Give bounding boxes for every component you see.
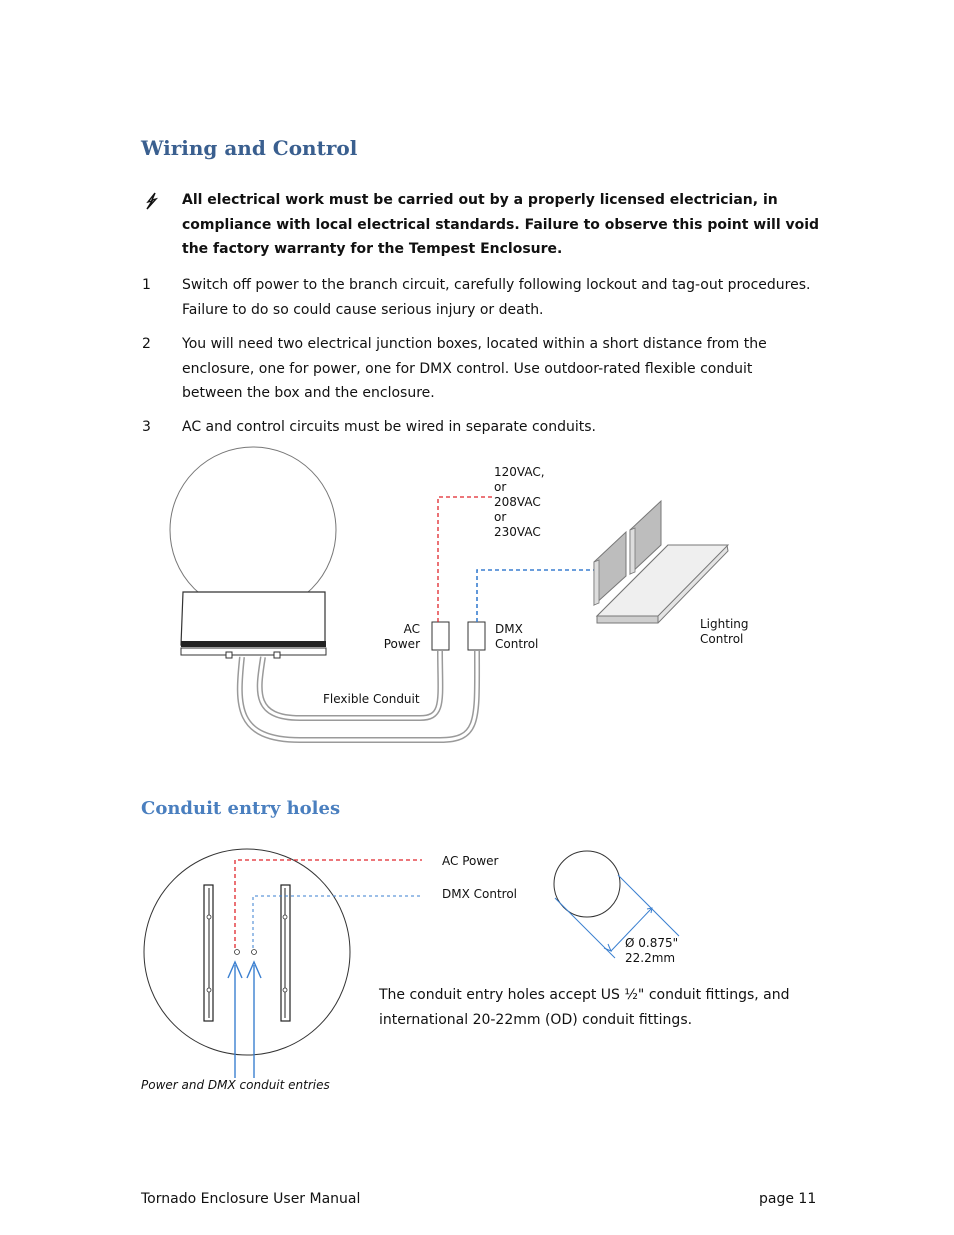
- dmx-label-line: Control: [495, 637, 539, 651]
- voltage-line: 230VAC: [494, 525, 541, 539]
- page-number: page 11: [759, 1191, 817, 1207]
- diagram-caption: Power and DMX conduit entries: [141, 1078, 330, 1092]
- dmx-label-line: DMX: [495, 622, 523, 636]
- section-title: Conduit entry holes: [141, 798, 341, 819]
- dmx-control-label: [495, 622, 538, 652]
- warning-text: All electrical work must be carried out by a properly licensed electrician, in compliance with local electrical standards. Failure to observe this point will void the factory warranty for the Tempest Enclosure.: [182, 192, 820, 257]
- voltage-label: [494, 465, 545, 540]
- step-number: 1: [142, 277, 151, 293]
- diameter-label: [625, 936, 678, 966]
- ac-label-line: AC: [403, 622, 420, 636]
- voltage-line: 120VAC,: [494, 465, 545, 479]
- voltage-line: 208VAC: [494, 495, 541, 509]
- ac-power-label: AC Power: [442, 854, 499, 868]
- ac-power-label: [380, 622, 420, 652]
- footer-title: Tornado Enclosure User Manual: [141, 1191, 361, 1207]
- diameter-mm: 22.2mm: [625, 951, 676, 965]
- dmx-control-label: DMX Control: [442, 887, 518, 901]
- lighting-control-label: [700, 617, 749, 647]
- conduit-note: The conduit entry holes accept US ½" conduit fittings, and international 20-22mm (OD) conduit fittings.: [379, 987, 790, 1028]
- page-title: Wiring and Control: [141, 136, 358, 160]
- voltage-line: or: [494, 510, 507, 524]
- flexible-conduit-label: Flexible Conduit: [323, 692, 420, 706]
- step-text: AC and control circuits must be wired in separate conduits.: [182, 419, 596, 435]
- lighting-label-line: Lighting: [700, 617, 749, 631]
- diameter-inches: Ø 0.875": [625, 936, 679, 950]
- ac-label-line: Power: [383, 637, 420, 651]
- step-text: Switch off power to the branch circuit, carefully following lockout and tag-out procedures. Failure to do so could cause serious injury or death.: [182, 277, 811, 318]
- step-text: You will need two electrical junction boxes, located within a short distance from the enclosure, one for power, one for DMX control. Use outdoor-rated flexible conduit between the box and the enclosure.: [182, 336, 767, 401]
- step-number: 2: [142, 336, 151, 352]
- step-number: 3: [142, 419, 151, 435]
- voltage-line: or: [494, 480, 507, 494]
- lighting-label-line: Control: [700, 632, 744, 646]
